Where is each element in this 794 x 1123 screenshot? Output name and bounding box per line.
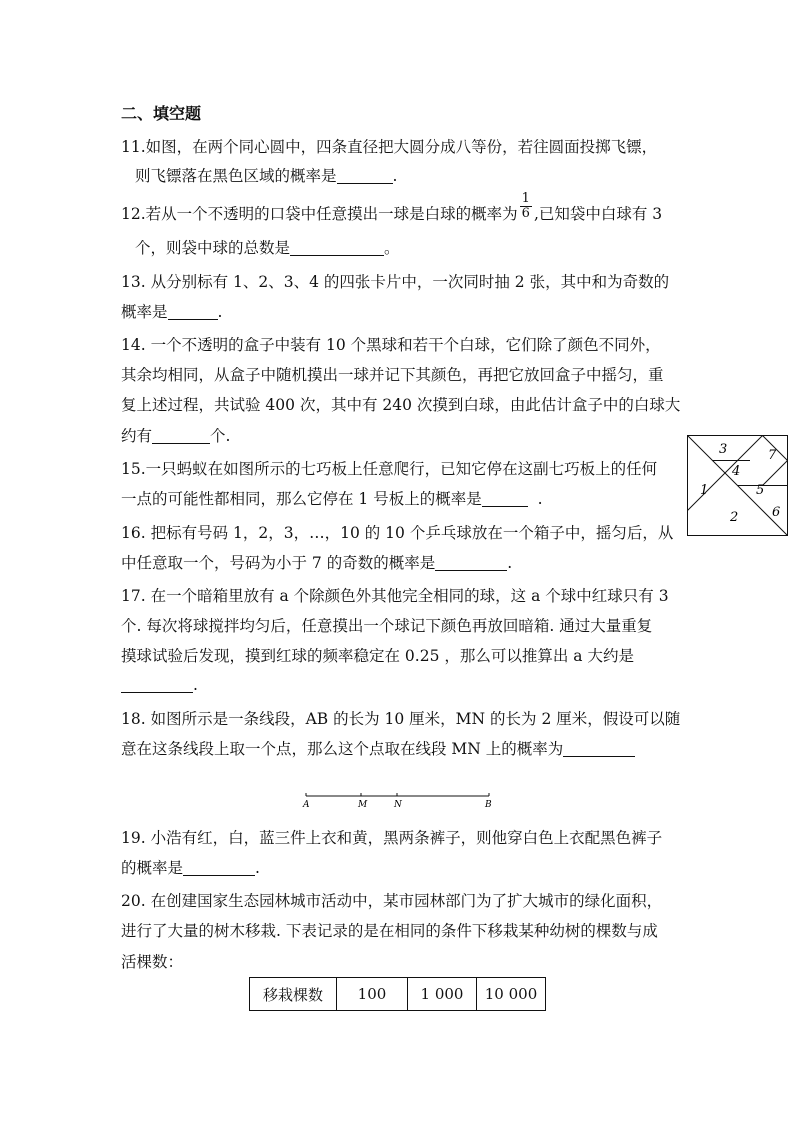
- q12-text: 12.若从一个不透明的口袋中任意摸出一球是白球的概率为: [121, 204, 518, 223]
- q12-fraction-denominator: 6: [521, 206, 530, 221]
- tangram-label-6: 6: [772, 505, 781, 520]
- q15-end: .: [527, 490, 543, 508]
- q17-end: .: [193, 676, 198, 694]
- tangram-figure: [687, 435, 789, 537]
- label-b: B: [485, 800, 492, 810]
- tangram-line-e: [763, 461, 788, 486]
- label-m: M: [358, 800, 368, 810]
- q12-fraction-numerator: 1: [521, 191, 530, 206]
- table-cell: 100: [337, 978, 408, 1011]
- q13-line-1: 13. 从分别标有 1、2、3、4 的四张卡片中，一次同时抽 2 张，其中和为奇数的: [121, 273, 670, 291]
- q19-line-1: 19. 小浩有红，白，蓝三件上衣和黄，黑两条裤子，则他穿白色上衣配黑色裤子: [121, 829, 663, 847]
- q20-line-1: 20. 在创建国家生态园林城市活动中，某市园林部门为了扩大城市的绿化面积，: [121, 892, 663, 910]
- table-row: [250, 978, 546, 1011]
- q13-answer-blank: [168, 304, 218, 321]
- q14-line-3: 复上述过程，共试验 400 次，其中有 240 次摸到白球，由此估计盒子中的白球大: [121, 396, 681, 414]
- q11-text: 则飞镖落在黑色区域的概率是: [135, 167, 337, 185]
- label-a: A: [303, 800, 310, 810]
- q15-answer-blank: [482, 491, 528, 508]
- q19-answer-blank: [183, 860, 255, 877]
- tangram-label-4: 4: [732, 464, 741, 479]
- q20-line-3: 活棵数：: [121, 953, 184, 971]
- tangram-label-7: 7: [768, 448, 777, 463]
- tangram-label-2: 2: [730, 510, 739, 525]
- q15-line-1: 15.一只蚂蚁在如图所示的七巧板上任意爬行，已知它停在这副七巧板上的任何: [121, 460, 658, 478]
- q12-text-cont: ,已知袋中白球有 3: [533, 204, 663, 223]
- tangram-label-5: 5: [756, 483, 765, 498]
- q19-end: .: [255, 859, 260, 877]
- q15-line-2: [121, 487, 543, 509]
- q13-text: 概率是: [121, 303, 168, 321]
- q18-line-1: 18. 如图所示是一条线段，AB 的长为 10 厘米，MN 的长为 2 厘米，假设可以随: [121, 710, 681, 728]
- q13-end: .: [217, 303, 223, 321]
- q12-answer-blank: [290, 240, 384, 257]
- label-n: N: [394, 800, 402, 810]
- line-segment-figure: [300, 790, 500, 812]
- q16-line-1: 16. 把标有号码 1，2，3，…，10 的 10 个乒乓球放在一个箱子中，摇匀后，从: [121, 524, 674, 542]
- q12-line-2: [135, 236, 400, 258]
- q13-line-2: [121, 300, 222, 322]
- q16-end: .: [507, 554, 513, 572]
- q14-line-2: 其余均相同，从盒子中随机摸出一球并记下其颜色，再把它放回盒子中摇匀，重: [121, 366, 664, 384]
- q16-text: 中任意取一个，号码为小于 7 的奇数的概率是: [121, 554, 436, 572]
- q11-line-1: 11.如图，在两个同心圆中，四条直径把大圆分成八等份，若往圆面投掷飞镖，: [121, 138, 658, 156]
- q19-text: 的概率是: [121, 859, 184, 877]
- tangram-label-1: 1: [700, 483, 709, 498]
- q15-text: 一点的可能性都相同，那么它停在 1 号板上的概率是: [121, 490, 482, 508]
- q11-end: .: [392, 167, 398, 185]
- q11-line-2: [135, 164, 397, 186]
- q17-line-1: 17. 在一个暗箱里放有 a 个除颜色外其他完全相同的球，这 a 个球中红球只有 3: [121, 587, 669, 605]
- q18-answer-blank: [563, 741, 635, 758]
- q12-fraction: [520, 192, 532, 221]
- tangram-label-3: 3: [719, 442, 728, 457]
- q12-line-1: [121, 192, 662, 221]
- q14-end: 个.: [210, 427, 231, 445]
- q12-text-2: 个，则袋中球的总数是: [135, 239, 291, 257]
- q20-line-2: 进行了大量的树木移栽. 下表记录的是在相同的条件下移栽某种幼树的棵数与成: [121, 922, 658, 940]
- q17-line-3: 摸球试验后发现，摸到红球的频率稳定在 0.25 ，那么可以推算出 a 大约是: [121, 647, 634, 665]
- q14-answer-blank: [152, 428, 210, 445]
- q11-answer-blank: [337, 168, 393, 185]
- q18-text: 意在这条线段上取一个点，那么这个点取在线段 MN 上的概率为: [121, 740, 564, 758]
- q17-answer-blank: [121, 677, 193, 694]
- q19-line-2: [121, 856, 260, 878]
- table-header-cell: 移栽棵数: [250, 978, 337, 1011]
- table-cell: 1 000: [408, 978, 477, 1011]
- q17-line-2: 个. 每次将球搅拌均匀后，任意摸出一个球记下颜色再放回暗箱. 通过大量重复: [121, 617, 653, 635]
- q17-line-4: [121, 676, 198, 694]
- q18-line-2: [121, 737, 635, 759]
- transplant-table: [249, 977, 546, 1011]
- q16-answer-blank: [435, 555, 507, 572]
- q12-end: 。: [384, 239, 400, 257]
- q14-text: 约有: [121, 427, 153, 445]
- q14-line-4: [121, 424, 230, 446]
- q14-line-1: 14. 一个不透明的盒子中装有 10 个黑球和若干个白球，它们除了颜色不同外，: [121, 336, 661, 354]
- section-title: 二、填空题: [121, 104, 202, 123]
- table-cell: 10 000: [477, 978, 546, 1011]
- q16-line-2: [121, 551, 512, 573]
